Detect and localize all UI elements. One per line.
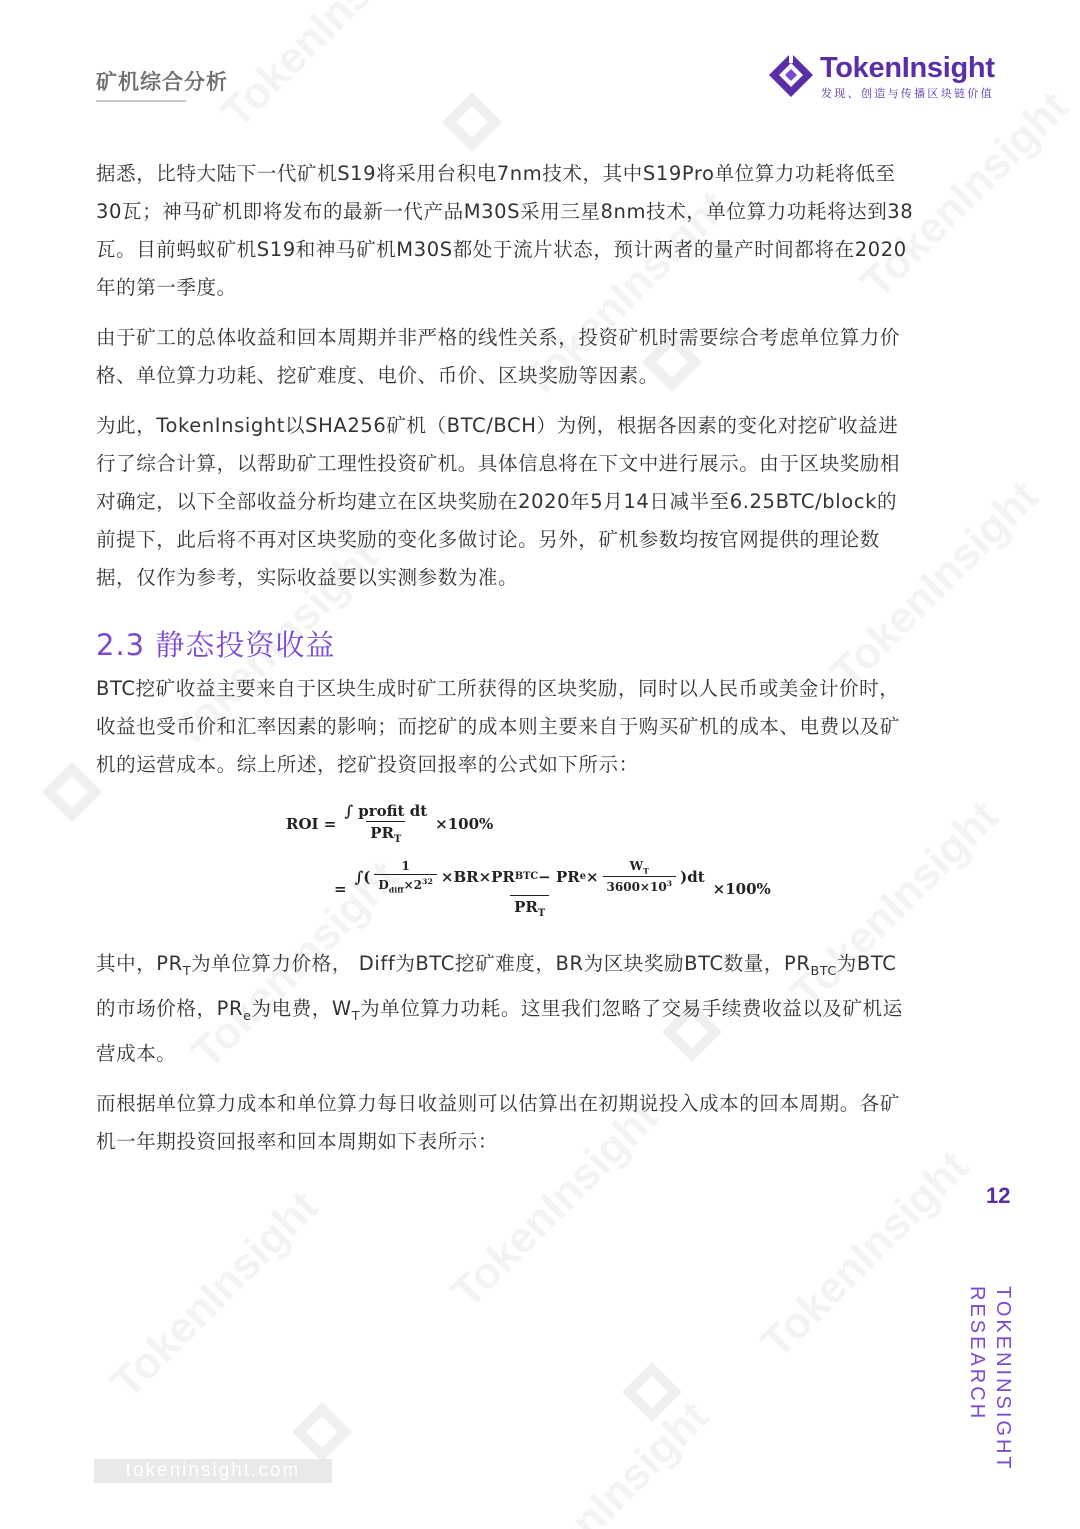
paragraph: 由于矿工的总体收益和回本周期并非严格的线性关系，投资矿机时需要综合考虑单位算力价格、单位算力功耗、挖矿难度、电价、币价、区块奖励等因素。 [96,326,901,387]
formula-line-2 [334,859,916,919]
vertical-brand [964,1286,1016,1529]
roi-formula [286,802,916,919]
formula-inner-fraction: $\frac{1}{D_{diff}\times 2^{32}}$ [374,859,437,894]
section-intro: BTC挖矿收益主要来自于区块生成时矿工所获得的区块奖励，同时以人民币或美金计价时，收益也受币价和汇率因素的影响；而挖矿的成本则主要来自于购买矿机的成本、电费以及矿机的运营成本。综上所述，挖矿投资回报率的公式如下所示： [96,677,901,776]
formula-inner-fraction: $\frac{W_T}{3600\times 10^3}$ [603,859,677,894]
logo-name: TokenInsight [820,52,995,84]
section-outro: 而根据单位算力成本和单位算力每日收益则可以估算出在初期说投入成本的回本周期。各矿机一年期投资回报率和回本周期如下表所示： [96,1092,901,1154]
formula-fraction [351,859,709,919]
formula-roi-label: ROI = [286,814,337,833]
watermark-logo-icon [620,1360,684,1424]
formula-numerator: ∫ profit dt [344,802,428,820]
logo-tagline: 发现、创造与传播区块链价值 [821,87,994,100]
footer-url: tokeninsight.com [94,1459,332,1483]
formula-percent: ×100% [435,814,494,833]
formula-line-1 [286,802,916,845]
watermark-text [752,1142,979,1369]
formula-denominator: $PR_T$ [366,821,405,845]
watermark-logo-icon [290,1400,354,1464]
variable-definitions: 其中，$PR_T$为单位算力价格， Diff为BTC挖矿难度，BR为区块奖励BTC数量，$PR_{BTC}$为BTC的市场价格，$PR_e$为电费，$W_T$为单位算力功耗。这里我们忽略了交易手续费收益以及矿机运营成本。 [96,952,903,1066]
formula-equals: = [334,880,347,899]
watermark-text [212,0,439,138]
vertical-brand-line-1: TOKENINSIGHT [992,1286,1014,1472]
formula-fraction [340,802,431,845]
tokeninsight-logo-icon [768,52,814,98]
page-number: 12 [986,1183,1011,1208]
document-body [96,155,916,1173]
formula-denominator: $PR_T$ [510,895,549,919]
watermark-text [492,1392,719,1529]
watermark-logo-icon [40,760,104,824]
tokeninsight-logo [768,52,1018,102]
formula-percent: ×100% [712,880,771,899]
section-heading: 2.3 静态投资收益 [96,628,336,662]
header-divider [96,100,186,102]
paragraph: 为此，TokenInsight以SHA256矿机（BTC/BCH）为例，根据各因素的变化对挖矿收益进行了综合计算，以帮助矿工理性投资矿机。具体信息将在下文中进行展示。由于区块奖励相对确定，以下全部收益分析均建立在区块奖励在2020年5月14日减半至6.25BTC/block的前提下，此后将不再对区块奖励的变化多做讨论。另外，矿机参数均按官网提供的理论数据，仅作为参考，实际收益要以实测参数为准。 [96,414,901,589]
header-title: 矿机综合分析 [96,70,228,94]
watermark-logo-icon [440,90,504,154]
paragraph: 据悉，比特大陆下一代矿机S19将采用台积电7nm技术，其中S19Pro单位算力功耗将低至30瓦；神马矿机即将发布的最新一代产品M30S采用三星8nm技术，单位算力功耗将达到38瓦。目前蚂蚁矿机S19和神马矿机M30S都处于流片状态，预计两者的量产时间都将在2020年的第一季度。 [96,162,914,299]
vertical-brand-line-2: RESEARCH [966,1286,988,1422]
watermark-text [102,1182,329,1409]
formula-numerator: ∫( $\frac{1}{D_{diff}\times 2^{32}}$ ×BR×PR BTC − PR e × $\frac{W_T}{3600\times 10^3}$ )dt [354,859,705,895]
